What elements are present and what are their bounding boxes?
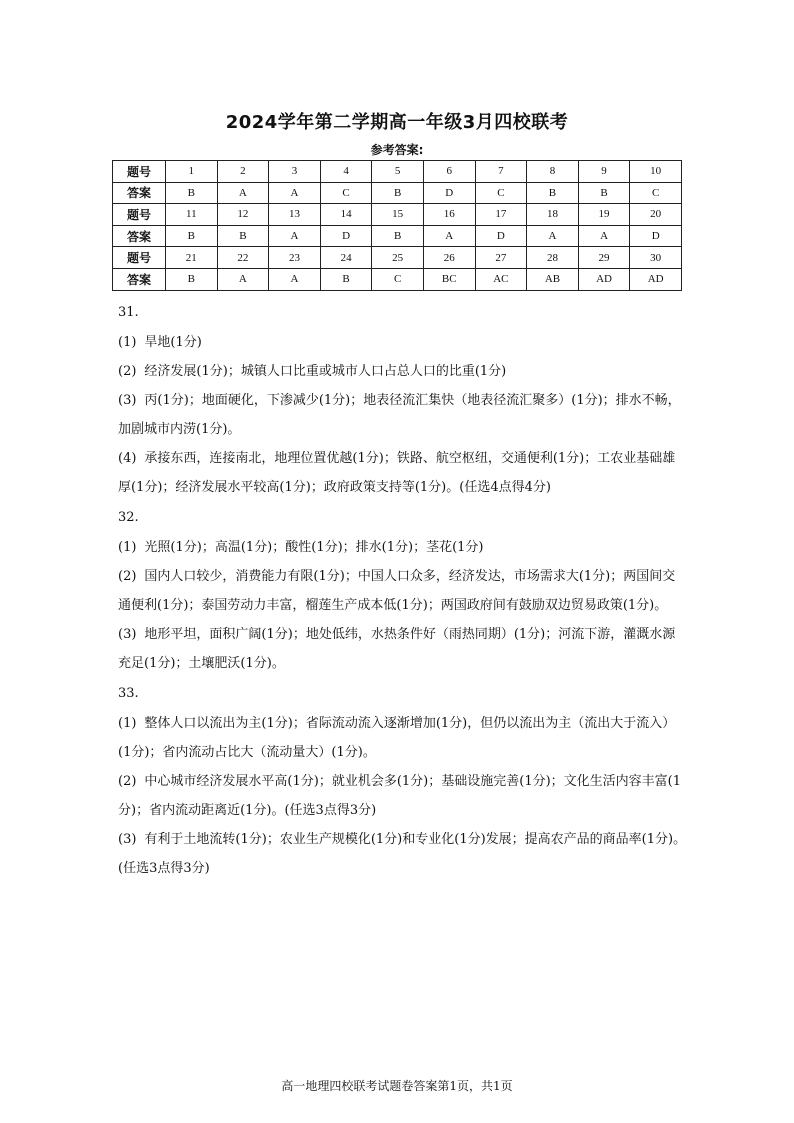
answer-table <box>112 160 682 291</box>
answer-item <box>118 709 688 767</box>
item-label: (3) <box>118 832 137 847</box>
answer-item <box>118 444 688 502</box>
table-cell: AD <box>630 268 682 290</box>
row-label: 题号 <box>113 204 166 226</box>
table-cell: 30 <box>630 247 682 269</box>
answer-item <box>118 825 688 883</box>
answer-key-heading: 参考答案: <box>370 143 424 157</box>
answer-item <box>118 767 688 825</box>
table-cell: A <box>269 268 321 290</box>
table-cell: 24 <box>320 247 372 269</box>
item-text: 承接东西，连接南北，地理位置优越(1分)；铁路、航空枢纽，交通便利(1分)；工农业基础雄厚(1分)；经济发展水平较高(1分)；政府政策支持等(1分)。(任选4点得4分) <box>118 451 676 495</box>
answer-item <box>118 562 688 620</box>
table-cell: BC <box>423 268 475 290</box>
item-text: 丙(1分)；地面硬化，下渗减少(1分)；地表径流汇集快（地表径流汇聚多）(1分)；排水不畅，加剧城市内涝(1分)。 <box>118 393 681 437</box>
table-row <box>113 182 682 204</box>
item-label: (4) <box>118 451 137 466</box>
table-cell: A <box>269 225 321 247</box>
table-cell: B <box>217 225 269 247</box>
table-cell: 25 <box>372 247 424 269</box>
item-text: 中心城市经济发展水平高(1分)；就业机会多(1分)；基础设施完善(1分)；文化生活内容丰富(1分)；省内流动距离近(1分)。(任选3点得3分) <box>118 774 682 818</box>
table-cell: 26 <box>423 247 475 269</box>
item-label: (3) <box>118 393 137 408</box>
table-cell: 27 <box>475 247 527 269</box>
answer-item <box>118 533 688 562</box>
item-text: 地形平坦，面积广阔(1分)；地处低纬，水热条件好（雨热同期）(1分)；河流下游，灌溉水源充足(1分)；土壤肥沃(1分)。 <box>118 627 676 671</box>
table-cell: B <box>166 182 218 204</box>
item-text: 有利于土地流转(1分)；农业生产规模化(1分)和专业化(1分)发展；提高农产品的商品率(1分)。(任选3点得3分) <box>118 832 687 876</box>
table-cell: A <box>217 268 269 290</box>
item-text: 国内人口较少，消费能力有限(1分)；中国人口众多，经济发达，市场需求大(1分)；两国间交通便利(1分)；泰国劳动力丰富，榴莲生产成本低(1分)；两国政府间有鼓励双边贸易政策(1分)。 <box>118 569 676 613</box>
table-cell: D <box>630 225 682 247</box>
table-cell: A <box>217 182 269 204</box>
table-cell: 16 <box>423 204 475 226</box>
table-cell: A <box>527 225 579 247</box>
table-cell: 19 <box>578 204 630 226</box>
row-label: 答案 <box>113 268 166 290</box>
table-cell: 1 <box>166 161 218 183</box>
table-row <box>113 247 682 269</box>
table-cell: B <box>372 225 424 247</box>
table-cell: 15 <box>372 204 424 226</box>
table-cell: 21 <box>166 247 218 269</box>
table-cell: D <box>423 182 475 204</box>
page-footer: 高一地理四校联考试题卷答案第1页，共1页 <box>281 1079 513 1093</box>
item-label: (1) <box>118 716 137 731</box>
table-row <box>113 204 682 226</box>
table-cell: 6 <box>423 161 475 183</box>
item-text: 整体人口以流出为主(1分)；省际流动流入逐渐增加(1分)，但仍以流出为主（流出大于流入）(1分)；省内流动占比大（流动量大）(1分)。 <box>118 716 676 760</box>
table-cell: 9 <box>578 161 630 183</box>
table-cell: AB <box>527 268 579 290</box>
table-cell: 17 <box>475 204 527 226</box>
table-cell: B <box>166 225 218 247</box>
table-cell: B <box>166 268 218 290</box>
page-title: 2024学年第二学期高一年级3月四校联考 <box>225 112 569 133</box>
table-cell: 4 <box>320 161 372 183</box>
table-cell: 2 <box>217 161 269 183</box>
answer-item <box>118 386 688 444</box>
table-cell: B <box>578 182 630 204</box>
table-cell: AD <box>578 268 630 290</box>
table-cell: 28 <box>527 247 579 269</box>
table-row <box>113 268 682 290</box>
table-cell: 3 <box>269 161 321 183</box>
question-number: 33. <box>118 686 139 701</box>
table-cell: 10 <box>630 161 682 183</box>
item-label: (2) <box>118 569 137 584</box>
item-label: (2) <box>118 774 137 789</box>
table-cell: B <box>320 268 372 290</box>
table-cell: C <box>372 268 424 290</box>
question-number: 32. <box>118 510 139 525</box>
table-cell: 13 <box>269 204 321 226</box>
question-number: 31. <box>118 305 139 320</box>
table-cell: C <box>630 182 682 204</box>
table-cell: D <box>320 225 372 247</box>
table-row <box>113 161 682 183</box>
item-text: 经济发展(1分)；城镇人口比重或城市人口占总人口的比重(1分) <box>144 364 507 379</box>
row-label: 答案 <box>113 225 166 247</box>
table-cell: B <box>527 182 579 204</box>
table-cell: C <box>475 182 527 204</box>
table-cell: C <box>320 182 372 204</box>
table-cell: 14 <box>320 204 372 226</box>
item-label: (3) <box>118 627 137 642</box>
table-cell: AC <box>475 268 527 290</box>
answer-item <box>118 357 688 386</box>
table-cell: 23 <box>269 247 321 269</box>
item-text: 旱地(1分) <box>144 335 202 350</box>
table-cell: 7 <box>475 161 527 183</box>
table-cell: B <box>372 182 424 204</box>
table-row <box>113 225 682 247</box>
table-cell: 18 <box>527 204 579 226</box>
table-cell: 11 <box>166 204 218 226</box>
table-cell: 20 <box>630 204 682 226</box>
free-response-answers <box>118 297 688 883</box>
answer-item <box>118 328 688 357</box>
item-label: (1) <box>118 540 137 555</box>
table-cell: 5 <box>372 161 424 183</box>
row-label: 题号 <box>113 161 166 183</box>
table-cell: A <box>423 225 475 247</box>
table-cell: 8 <box>527 161 579 183</box>
table-cell: 12 <box>217 204 269 226</box>
table-cell: 22 <box>217 247 269 269</box>
item-label: (2) <box>118 364 137 379</box>
row-label: 答案 <box>113 182 166 204</box>
table-cell: A <box>578 225 630 247</box>
row-label: 题号 <box>113 247 166 269</box>
table-cell: A <box>269 182 321 204</box>
item-text: 光照(1分)；高温(1分)；酸性(1分)；排水(1分)；茎花(1分) <box>144 540 484 555</box>
item-label: (1) <box>118 335 137 350</box>
table-cell: 29 <box>578 247 630 269</box>
answer-item <box>118 620 688 678</box>
table-cell: D <box>475 225 527 247</box>
